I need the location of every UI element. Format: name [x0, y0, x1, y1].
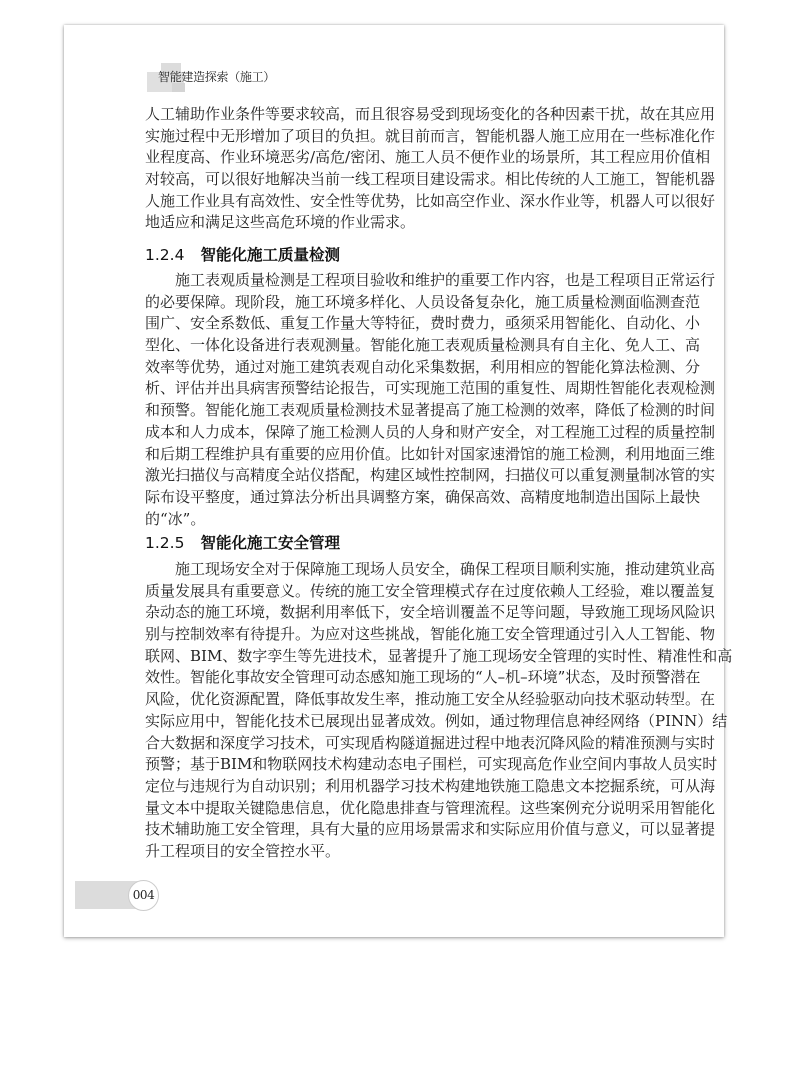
text-line: 析、评估并出具病害预警结论报告，可实现施工范围的重复性、周期性智能化表观检测	[145, 379, 716, 398]
text-line: 业程度高、作业环境恶劣/高危/密闭、施工人员不便作业的场景所，其工程应用价值相	[145, 148, 711, 167]
text-line: 型化、一体化设备进行表观测量。智能化施工表观质量检测具有自主化、免人工、高	[145, 336, 701, 355]
text-line: 杂动态的施工环境，数据利用率低下，安全培训覆盖不足等问题，导致施工现场风险识	[145, 603, 716, 622]
text-line: 和后期工程维护具有重要的应用价值。比如针对国家速滑馆的施工检测，利用地面三维	[145, 444, 716, 463]
section-number: 1.2.5	[145, 534, 185, 552]
text-line: 际布设平整度，通过算法分析出具调整方案，确保高效、高精度地制造出国际上最快	[145, 487, 701, 506]
text-line: 风险，优化资源配置，降低事故发生率，推动施工安全从经验驱动向技术驱动转型。在	[145, 690, 716, 709]
text-line: 的必要保障。现阶段，施工环境多样化、人员设备复杂化，施工质量检测面临测查范	[145, 292, 701, 311]
text-line: 升工程项目的安全管控水平。	[145, 841, 341, 860]
text-line: 质量发展具有重要意义。传统的施工安全管理模式存在过度依赖人工经验，难以覆盖复	[145, 581, 716, 600]
text-line: 定位与违规行为自动识别；利用机器学习技术构建地铁施工隐患文本挖掘系统，可从海	[145, 776, 716, 795]
text-line: 激光扫描仪与高精度全站仪搭配，构建区域性控制网，扫描仪可以重复测量制冰管的实	[145, 466, 716, 485]
text-line: 成本和人力成本，保障了施工检测人员的人身和财产安全，对工程施工过程的质量控制	[145, 422, 716, 441]
text-line: 技术辅助施工安全管理，具有大量的应用场景需求和实际应用价值与意义，可以显著提	[145, 820, 716, 839]
text-line: 人工辅助作业条件等要求较高，而且很容易受到现场变化的各种因素干扰，故在其应用	[145, 105, 716, 123]
paragraph-intro	[145, 104, 716, 234]
section-title: 智能化施工质量检测	[200, 246, 340, 264]
section-number: 1.2.4	[145, 246, 185, 264]
running-header: 智能建造探索（施工）	[158, 70, 276, 84]
text-line: 地适应和满足这些高危环境的作业需求。	[145, 213, 416, 232]
section-heading-1-2-5	[145, 531, 340, 553]
text-line: 对较高，可以很好地解决当前一线工程项目建设需求。相比传统的人工施工，智能机器	[145, 170, 716, 189]
section-heading-1-2-4	[145, 243, 340, 265]
text-line: 的“冰”。	[145, 509, 206, 528]
text-line: 和预警。智能化施工表观质量检测技术显著提高了施工检测的效率，降低了检测的时间	[145, 401, 716, 420]
text-line: 围广、安全系数低、重复工作量大等特征，费时费力，亟须采用智能化、自动化、小	[145, 314, 701, 333]
page-number: 004	[128, 880, 159, 911]
book-page	[64, 25, 733, 937]
text-line: 人施工作业具有高效性、安全性等优势，比如高空作业、深水作业等，机器人可以很好	[145, 191, 716, 210]
text-line: 实际应用中，智能化技术已展现出显著成效。例如，通过物理信息神经网络（PINN）结	[145, 711, 728, 730]
paragraph-safety-management	[145, 559, 733, 863]
text-line: 效性。智能化事故安全管理可动态感知施工现场的“人–机–环境”状态，及时预警潜在	[145, 668, 701, 687]
text-line: 别与控制效率有待提升。为应对这些挑战，智能化施工安全管理通过引入人工智能、物	[145, 625, 716, 644]
text-line: 预警；基于BIM和物联网技术构建动态电子围栏，可实现高危作业空间内事故人员实时	[145, 755, 718, 774]
text-line: 联网、BIM、数字孪生等先进技术，显著提升了施工现场安全管理的实时性、精准性和高	[145, 646, 733, 665]
text-line: 效率等优势，通过对施工建筑表观自动化采集数据，利用相应的智能化算法检测、分	[145, 357, 701, 376]
text-line: 实施过程中无形增加了项目的负担。就目前而言，智能机器人施工应用在一些标准化作	[145, 126, 716, 145]
text-line: 施工表观质量检测是工程项目验收和维护的重要工作内容，也是工程项目正常运行	[175, 271, 716, 289]
section-title: 智能化施工安全管理	[200, 534, 340, 552]
text-line: 量文本中提取关键隐患信息，优化隐患排查与管理流程。这些案例充分说明采用智能化	[145, 798, 716, 817]
text-line: 施工现场安全对于保障施工现场人员安全，确保工程项目顺利实施，推动建筑业高	[175, 560, 716, 578]
paragraph-quality-inspection	[145, 270, 716, 530]
text-line: 合大数据和深度学习技术，可实现盾构隧道掘进过程中地表沉降风险的精准预测与实时	[145, 733, 716, 752]
